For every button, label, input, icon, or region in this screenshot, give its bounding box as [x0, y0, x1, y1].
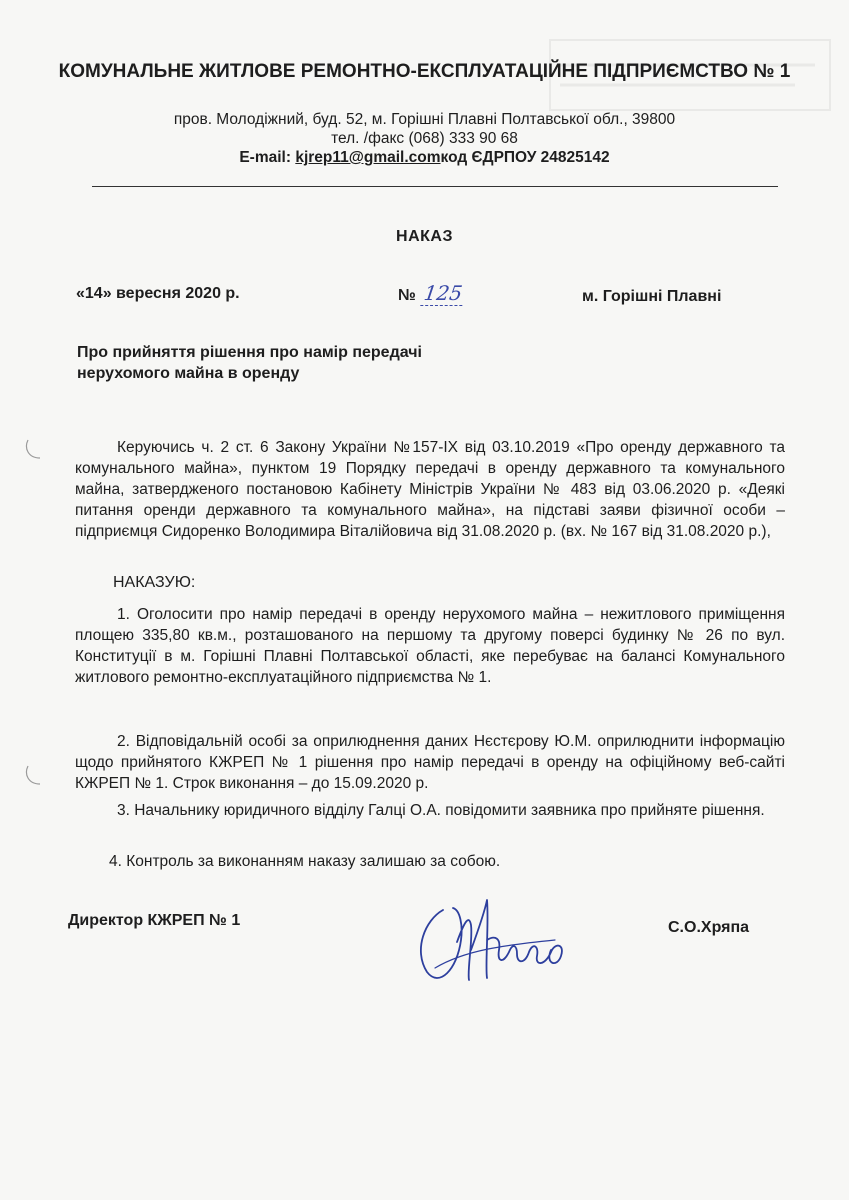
punch-hole-mark	[22, 758, 52, 792]
document-subject: Про прийняття рішення про намір передачі нерухомого майна в оренду	[77, 344, 422, 382]
preamble-paragraph: Керуючись ч. 2 ст. 6 Закону України №157-IX від 03.10.2019 «Про оренду державного та комунального майна», пунктом 19 Порядку передачі в оренду державного та комунального майна, затвердженого постановою Кабінету Міністрів України № 483 від 03.06.2020 р. «Деякі питання оренди державного та комунального майна», на підставі заяви фізичної особи – підприємця Сидоренко Володимира Віталійовича від 31.08.2020 р. (вх. № 167 від 31.08.2020 р.),	[75, 439, 785, 540]
email-label: E-mail:	[239, 149, 296, 166]
handwritten-number: 125	[420, 281, 466, 306]
order-item-1: 1. Оголосити про намір передачі в оренду нерухомого майна – нежитлового приміщення площею 335,80 кв.м., розташованого на першому та другому поверсі будинку № 26 по вул. Конституції в м. Горішні Плавні Полтавської області, яке перебуває на балансі Комунального житлового ремонтно-експлуатаційного підприємства № 1.	[75, 606, 785, 686]
handwritten-signature	[405, 880, 580, 995]
punch-hole-mark	[22, 430, 52, 464]
organization-address: пров. Молодіжний, буд. 52, м. Горішні Плавні Полтавської обл., 39800	[173, 111, 676, 128]
organization-contacts	[0, 148, 849, 168]
document-type: НАКАЗ	[396, 228, 453, 245]
signer-name: С.О.Хряпа	[668, 919, 750, 936]
email-link[interactable]: kjrep11@gmail.com	[295, 149, 441, 166]
number-label: №	[398, 287, 416, 304]
order-item-4: 4. Контроль за виконанням наказу залишаю за собою.	[109, 853, 501, 870]
organization-phone: тел. /факс (068) 333 90 68	[331, 130, 518, 147]
order-item-3: 3. Начальнику юридичного відділу Галці О.А. повідомити заявника про прийняте рішення.	[117, 802, 765, 819]
order-item-2: 2. Відповідальній особі за оприлюднення даних Нєстєрову Ю.М. оприлюднити інформацію щодо прийнятого КЖРЕП № 1 рішення про намір передачі в оренду на офіційному веб-сайті КЖРЕП № 1. Строк виконання – до 15.09.2020 р.	[75, 733, 785, 792]
edrpou-code: код ЄДРПОУ 24825142	[440, 149, 610, 166]
signer-title: Директор КЖРЕП № 1	[68, 912, 241, 929]
organization-name: КОМУНАЛЬНЕ ЖИТЛОВЕ РЕМОНТНО-ЕКСПЛУАТАЦІЙНЕ ПІДПРИЄМСТВО № 1	[58, 61, 791, 82]
document-number	[398, 281, 464, 306]
document-date: «14» вересня 2020 р.	[76, 285, 240, 302]
header-divider	[92, 186, 778, 187]
order-heading: НАКАЗУЮ:	[113, 574, 196, 591]
document-city: м. Горішні Плавні	[582, 288, 722, 305]
